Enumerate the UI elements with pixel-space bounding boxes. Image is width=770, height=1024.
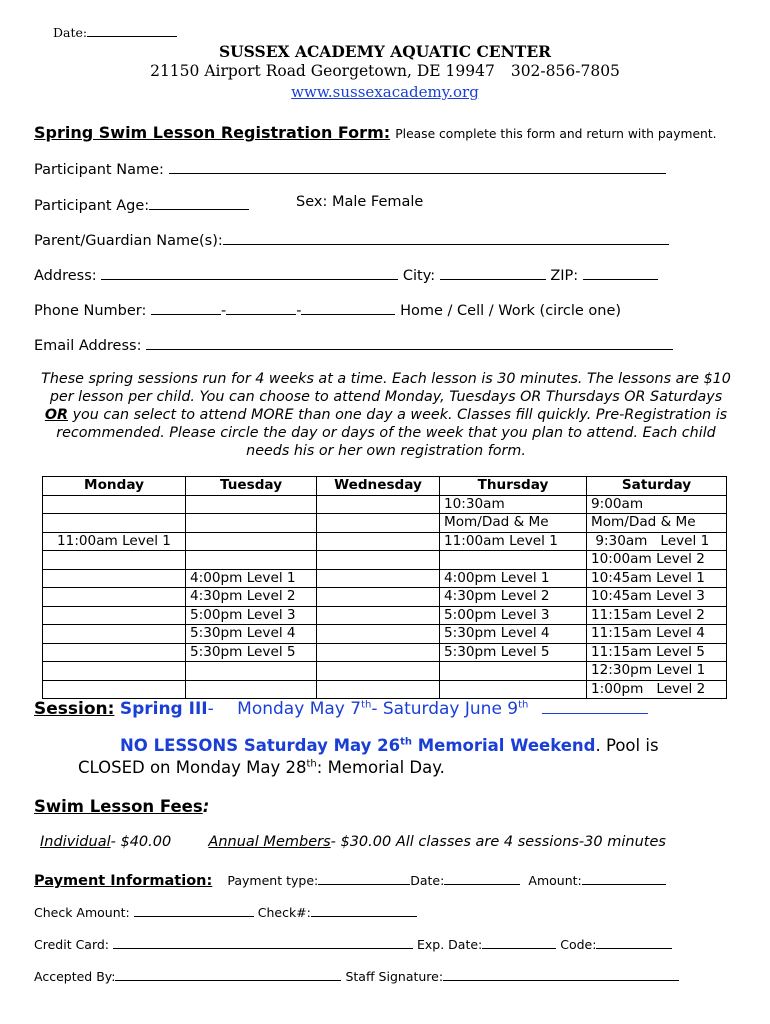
schedule-row [43,532,727,551]
header-wednesday: Wednesday [317,477,440,496]
schedule-cell-wednesday [317,495,440,514]
schedule-cell-thursday[interactable]: Mom/Dad & Me [440,514,587,533]
payment-title: Payment Information: [34,873,213,889]
schedule-cell-saturday[interactable]: 10:45am Level 3 [587,588,727,607]
schedule-cell-tuesday [186,680,317,699]
schedule-cell-saturday[interactable]: 1:00pm Level 2 [587,680,727,699]
schedule-cell-thursday[interactable]: 5:30pm Level 4 [440,625,587,644]
phone-row [34,299,621,319]
schedule-cell-wednesday [317,588,440,607]
schedule-cell-monday[interactable]: 11:00am Level 1 [43,532,186,551]
schedule-cell-wednesday [317,569,440,588]
schedule-cell-wednesday [317,625,440,644]
phone-line-field[interactable] [301,299,395,315]
schedule-row [43,588,727,607]
session-field[interactable] [542,698,648,714]
phone-label: Phone Number: [34,303,147,319]
info-line: These spring sessions run for 4 weeks at a time. Each lesson is 30 minutes. The lessons are $10 [41,371,731,387]
address-field[interactable] [101,264,398,280]
org-name: SUSSEX ACADEMY AQUATIC CENTER [218,42,552,61]
individual-label: Individual [40,834,111,850]
schedule-cell-wednesday [317,606,440,625]
session-dash: - [207,699,214,719]
schedule-cell-wednesday [317,680,440,699]
participant-age-field[interactable] [149,194,249,210]
schedule-row [43,514,727,533]
schedule-cell-monday [43,606,186,625]
check-row [34,904,417,920]
info-line: needs his or her own registration form. [246,443,526,459]
payment-amount-label: Amount: [528,873,582,888]
date-label: Date: [53,25,88,40]
notice-text: Memorial Weekend [412,736,596,755]
session-line [34,698,648,719]
email-label: Email Address: [34,338,142,354]
notice-bold [120,736,595,755]
info-line: per lesson per child. You can choose to attend Monday, Tuesdays OR Thursdays OR Saturdays [49,389,723,405]
address-row [34,264,658,284]
accepted-by-label: Accepted By: [34,969,116,984]
notice-sup: th [306,758,317,770]
payment-date-label: Date: [410,873,445,888]
schedule-cell-tuesday[interactable]: 4:00pm Level 1 [186,569,317,588]
notice-line-2 [78,758,445,777]
schedule-cell-tuesday [186,514,317,533]
notice-text: : Memorial Day. [316,758,445,777]
fees-line [40,834,666,850]
schedule-cell-monday [43,643,186,662]
schedule-cell-thursday[interactable]: 5:30pm Level 5 [440,643,587,662]
notice-sup: th [400,736,412,748]
schedule-row [43,495,727,514]
schedule-cell-tuesday[interactable]: 5:30pm Level 5 [186,643,317,662]
sex-field[interactable]: Sex: Male Female [296,194,424,210]
zip-label: ZIP: [550,268,579,284]
participant-age-label: Participant Age: [34,198,150,214]
schedule-cell-saturday[interactable]: 10:45am Level 1 [587,569,727,588]
email-field[interactable] [146,334,673,350]
schedule-cell-saturday[interactable]: 11:15am Level 5 [587,643,727,662]
schedule-row [43,643,727,662]
schedule-cell-thursday[interactable]: 4:30pm Level 2 [440,588,587,607]
form-subtitle: Please complete this form and return with payment. [395,127,717,141]
session-dates [237,699,528,719]
fees-title: Swim Lesson Fees [34,797,203,816]
annual-label: Annual Members [208,834,331,850]
guardian-label: Parent/Guardian Name(s): [34,233,223,249]
check-number-field[interactable] [311,904,417,917]
exp-date-field[interactable] [482,936,556,949]
schedule-cell-monday [43,625,186,644]
payment-date-field[interactable] [444,872,520,885]
schedule-cell-monday [43,588,186,607]
schedule-cell-saturday[interactable]: 11:15am Level 2 [587,606,727,625]
participant-name-label: Participant Name: [34,162,164,178]
accepted-by-field[interactable] [115,968,341,981]
header-monday: Monday [43,477,186,496]
header-tuesday: Tuesday [186,477,317,496]
phone-area-field[interactable] [151,299,221,315]
participant-name-field[interactable] [169,158,666,174]
website-link[interactable]: www.sussexacademy.org [291,83,479,101]
payment-type-label: Payment type: [227,873,319,888]
check-amount-field[interactable] [134,904,254,917]
notice-text: CLOSED on Monday May 28 [78,758,307,777]
schedule-cell-tuesday [186,662,317,681]
schedule-cell-saturday[interactable]: 12:30pm Level 1 [587,662,727,681]
city-field[interactable] [440,264,546,280]
participant-age-row [34,194,249,214]
phone-prefix-field[interactable] [226,299,296,315]
schedule-cell-wednesday [317,514,440,533]
credit-card-field[interactable] [113,936,413,949]
schedule-cell-monday [43,680,186,699]
header-saturday: Saturday [587,477,727,496]
city-label: City: [402,268,436,284]
email-row [34,334,673,354]
session-end: - Saturday June 9 [371,699,519,719]
schedule-cell-tuesday [186,495,317,514]
staff-signature-field[interactable] [443,968,679,981]
zip-field[interactable] [583,264,658,280]
header-thursday: Thursday [440,477,587,496]
schedule-cell-monday [43,495,186,514]
notice-line-1 [120,736,659,755]
info-line: recommended. Please circle the day or days of the week that you plan to attend. Each child [56,425,716,441]
schedule-cell-wednesday [317,662,440,681]
schedule-row [43,625,727,644]
schedule-cell-tuesday[interactable]: 5:00pm Level 3 [186,606,317,625]
notice-text: NO LESSONS Saturday May 26 [120,736,401,755]
schedule-row [43,606,727,625]
participant-name-row [34,158,666,178]
info-line-text: you can select to attend MORE than one day a week. Classes fill quickly. Pre-Registration is [68,407,728,423]
date-field[interactable] [87,24,177,37]
code-label: Code: [560,937,597,952]
schedule-cell-thursday[interactable]: 4:00pm Level 1 [440,569,587,588]
schedule-cell-monday [43,551,186,570]
guardian-row [34,229,669,249]
org-phone: 302-856-7805 [510,62,620,80]
session-sup: th [361,699,372,711]
org-address: 21150 Airport Road Georgetown, DE 19947 [150,62,495,80]
notice-tail: . Pool is [595,736,659,755]
phone-dash: - [221,303,227,319]
session-start: Monday May 7 [237,699,362,719]
schedule-cell-tuesday [186,551,317,570]
schedule-row [43,569,727,588]
schedule-cell-monday [43,569,186,588]
payment-type-field[interactable] [318,872,410,885]
schedule-cell-thursday[interactable]: 5:00pm Level 3 [440,606,587,625]
date-line [53,24,177,40]
payment-row [34,870,666,889]
payment-amount-field[interactable] [582,872,666,885]
schedule-row [43,680,727,699]
annual-value: - $30.00 All classes are 4 sessions-30 minutes [330,834,666,850]
schedule-cell-wednesday [317,532,440,551]
fees-title-line [34,797,209,816]
schedule-cell-thursday [440,551,587,570]
schedule-cell-tuesday [186,532,317,551]
exp-date-label: Exp. Date: [417,937,483,952]
credit-card-row [34,936,672,952]
check-number-label: Check#: [257,905,311,920]
session-sup: th [518,699,529,711]
check-amount-label: Check Amount: [34,905,130,920]
accepted-row [34,968,679,984]
credit-card-label: Credit Card: [34,937,110,952]
info-paragraph [30,370,742,460]
org-contact [0,62,770,80]
session-name: Spring III [119,699,208,719]
session-label: Session: [34,699,115,719]
code-field[interactable] [596,936,672,949]
schedule-header-row [43,477,727,496]
info-line [30,406,742,424]
schedule-cell-thursday [440,662,587,681]
schedule-table [42,476,727,699]
schedule-cell-saturday[interactable]: 10:00am Level 2 [587,551,727,570]
schedule-cell-monday [43,662,186,681]
schedule-cell-saturday[interactable]: 11:15am Level 4 [587,625,727,644]
schedule-row [43,551,727,570]
schedule-cell-tuesday[interactable]: 4:30pm Level 2 [186,588,317,607]
fees-colon: : [202,797,210,816]
schedule-row [43,662,727,681]
schedule-cell-saturday[interactable]: Mom/Dad & Me [587,514,727,533]
address-label: Address: [34,268,97,284]
guardian-field[interactable] [223,229,669,245]
schedule-cell-wednesday [317,643,440,662]
schedule-cell-monday [43,514,186,533]
info-or: OR [44,407,69,423]
website-line [0,83,770,101]
staff-signature-label: Staff Signature: [345,969,444,984]
schedule-cell-thursday[interactable]: 10:30am [440,495,587,514]
form-title: Spring Swim Lesson Registration Form: [34,123,391,142]
individual-value: - $40.00 [110,834,172,850]
form-title-line [34,123,717,142]
schedule-cell-thursday [440,680,587,699]
phone-dash: - [296,303,302,319]
phone-type[interactable]: Home / Cell / Work (circle one) [400,303,622,319]
schedule-cell-saturday[interactable]: 9:00am [587,495,727,514]
schedule-cell-tuesday[interactable]: 5:30pm Level 4 [186,625,317,644]
schedule-cell-saturday[interactable]: 9:30am Level 1 [587,532,727,551]
schedule-cell-wednesday [317,551,440,570]
schedule-cell-thursday[interactable]: 11:00am Level 1 [440,532,587,551]
